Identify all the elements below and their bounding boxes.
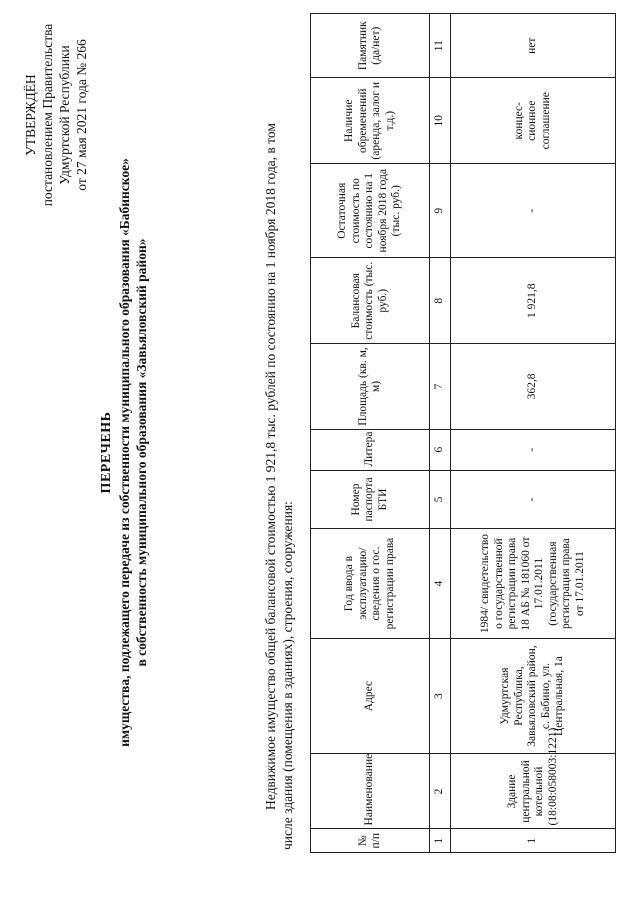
column-header: Наименование <box>311 754 430 829</box>
column-header: Наличие обременений (аренда, залог и т.д.) <box>311 78 430 164</box>
cell-area: 362,8 <box>451 344 616 430</box>
intro-line: Недвижимое имущество общей балансовой стоимостью 1 921,8 тыс. рублей по состоянию на 1 ноября 2018 года, в том <box>263 123 278 810</box>
intro-line: числе здания (помещения в зданиях), строения, сооружения: <box>280 501 295 850</box>
cell-year-registration: 1984/ свидетельство о государственной регистрации права 18 АБ № 181060 от 17.01.2011 (государственная регистрация права от 17.01.2011 <box>451 529 616 638</box>
column-number: 1 <box>430 829 451 853</box>
column-number: 6 <box>430 429 451 470</box>
column-number: 9 <box>430 164 451 258</box>
column-header: Адрес <box>311 638 430 754</box>
column-number: 8 <box>430 258 451 344</box>
column-number: 2 <box>430 754 451 829</box>
cell-balance-value: 1 921,8 <box>451 258 616 344</box>
document-subtitle: в собственность муниципального образования «Завьяловский район» <box>134 238 149 667</box>
property-table <box>310 13 616 853</box>
column-number-row <box>430 14 451 853</box>
column-header: Балансовая стоимость (тыс. руб.) <box>311 258 430 344</box>
approval-line: Удмуртской Республики <box>57 45 72 185</box>
column-number: 11 <box>430 14 451 78</box>
column-number: 10 <box>430 78 451 164</box>
approval-line: постановлением Правительства <box>40 23 55 207</box>
column-header: Остаточная стоимость по состоянию на 1 ноября 2018 года (тыс. руб.) <box>311 164 430 258</box>
approval-title: УТВЕРЖДЁН <box>23 74 38 156</box>
column-header: Номер паспорта БТИ <box>311 470 430 529</box>
table-header-row <box>311 14 430 853</box>
table-row <box>451 14 616 853</box>
document-heading <box>98 40 150 865</box>
cell-number: 1 <box>451 829 616 853</box>
cell-bti-passport: - <box>451 470 616 529</box>
cell-residual-value: - <box>451 164 616 258</box>
column-header: Площадь (кв. м, м) <box>311 344 430 430</box>
column-header: Памятник (да/нет) <box>311 14 430 78</box>
column-number: 3 <box>430 638 451 754</box>
cell-encumbrance: концес- сионное соглашение <box>451 78 616 164</box>
approval-stamp <box>22 15 90 215</box>
document-subtitle: имущества, подлежащего передаче из собственности муниципального образования «Бабинское» <box>117 158 132 747</box>
cell-address: Удмуртская Республика, Завьяловский район, с. Бабино, ул. Центральная, 1а <box>451 638 616 754</box>
column-number: 4 <box>430 529 451 638</box>
cell-litera: - <box>451 429 616 470</box>
column-header: Год ввода в эксплуатацию/ сведения о гос. регистрации права <box>311 529 430 638</box>
column-header: № п/п <box>311 829 430 853</box>
cell-monument: нет <box>451 14 616 78</box>
cell-name: Здание центральной котельной (18:08:058003:1221) <box>451 754 616 829</box>
intro-paragraph <box>262 50 296 850</box>
column-number: 7 <box>430 344 451 430</box>
document-title: ПЕРЕЧЕНЬ <box>99 411 114 494</box>
approval-date: от 27 мая 2021 года № 266 <box>74 39 89 191</box>
column-number: 5 <box>430 470 451 529</box>
column-header: Литера <box>311 429 430 470</box>
